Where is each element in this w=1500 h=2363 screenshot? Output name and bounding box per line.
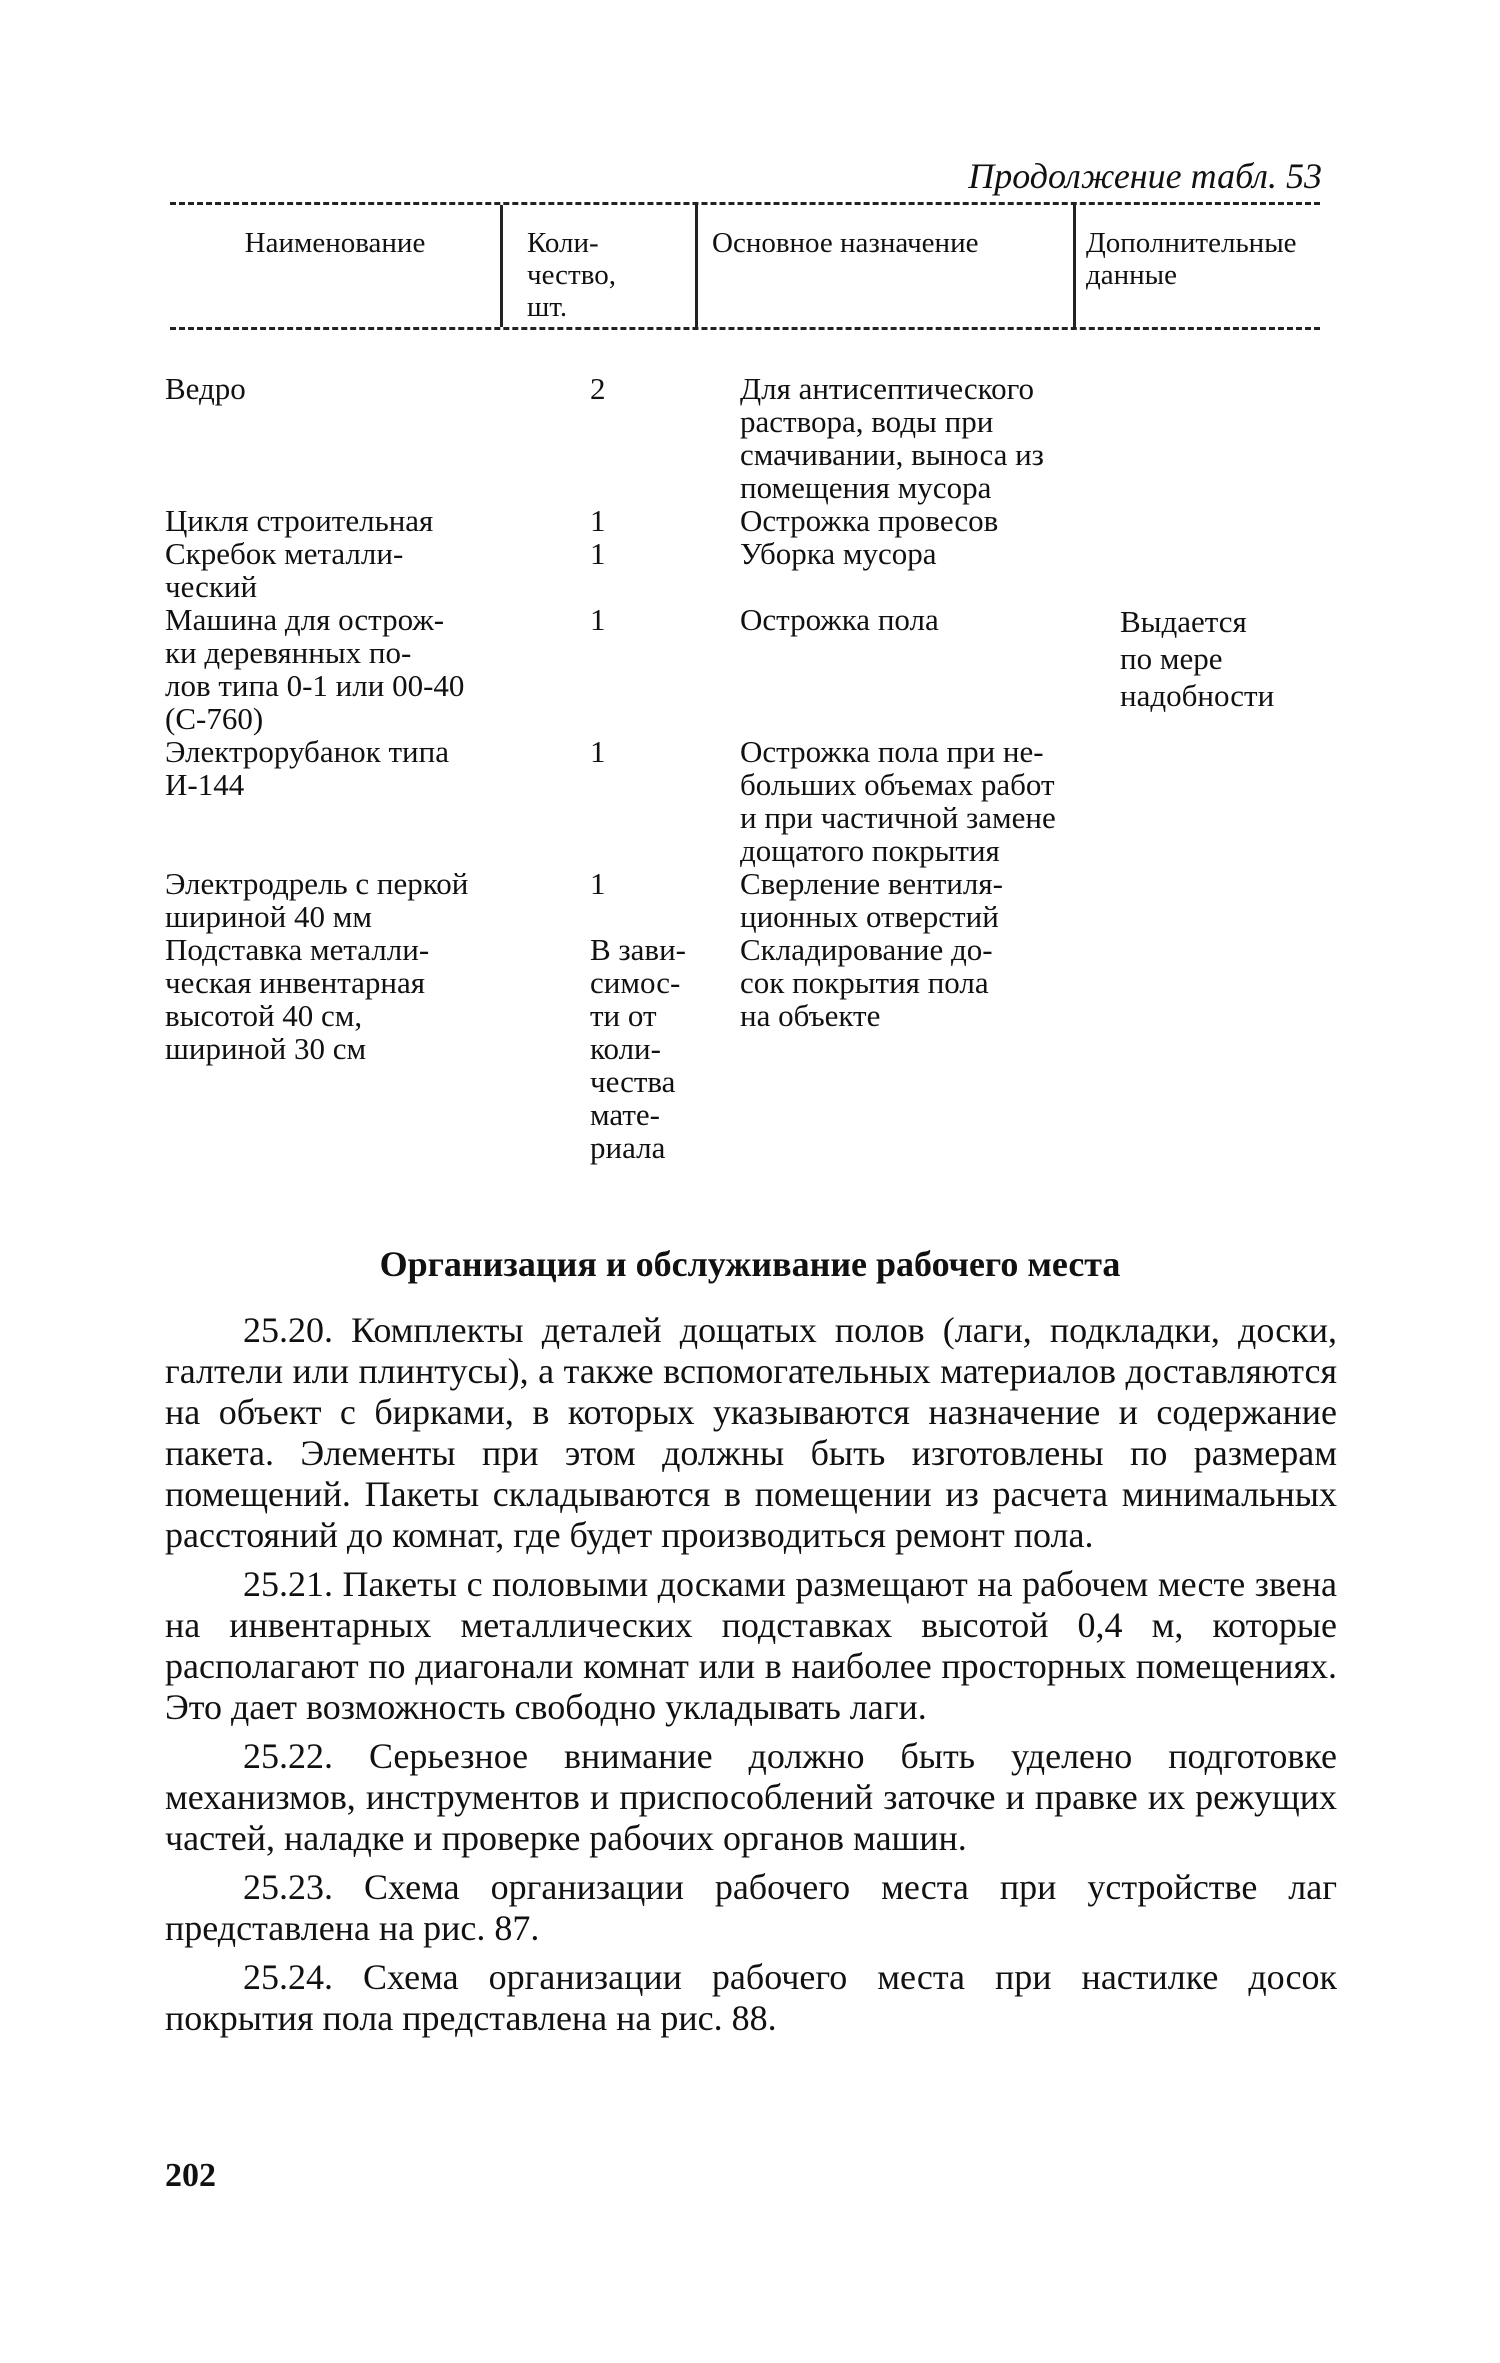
table-row bbox=[165, 603, 1325, 735]
row-purpose: Острожка пола bbox=[740, 602, 939, 637]
table-row bbox=[165, 537, 1325, 603]
table-row bbox=[165, 933, 1325, 1164]
row-name: Электрорубанок типа И-144 bbox=[165, 734, 449, 802]
paragraph-25-24: 25.24. Схема организации рабочего места при настилке досок покрытия пола представлена на рис. 88. bbox=[165, 1957, 1337, 2038]
row-purpose: Уборка мусора bbox=[740, 536, 937, 571]
row-quantity: 1 bbox=[590, 866, 606, 901]
row-quantity: 1 bbox=[590, 536, 606, 571]
table-row bbox=[165, 735, 1325, 867]
page-number: 202 bbox=[165, 2157, 216, 2194]
row-purpose: Острожка провесов bbox=[740, 503, 999, 538]
table-row bbox=[165, 867, 1325, 933]
row-quantity: 1 bbox=[590, 602, 606, 637]
row-purpose: Острожка пола при не- больших объемах работ и при частичной замене дощатого покрытия bbox=[740, 734, 1056, 868]
row-name: Скребок металли- ческий bbox=[165, 536, 404, 604]
paragraph-25-20: 25.20. Комплекты деталей дощатых полов (лаги, подкладки, доски, галтели или плинтусы), а также вспомогательных материалов доставляются на объект с бирками, в которых указываются назначение и содержание пакета. Элементы при этом должны быть изготовлены по размерам помещений. Пакеты складываются в помещении из расчета минимальных расстояний до комнат, где будет производиться ремонт пола. bbox=[165, 1310, 1337, 1555]
paragraph-25-21: 25.21. Пакеты с половыми досками размещают на рабочем месте звена на инвентарных металлических подставках высотой 0,4 м, которые располагают по диагонали комнат или в наиболее просторных помещениях. Это дает возможность свободно укладывать лаги. bbox=[165, 1564, 1337, 1727]
header-extra: Дополнительные данные bbox=[1073, 205, 1320, 327]
row-name: Подставка металли- ческая инвентарная высотой 40 см, шириной 30 см bbox=[165, 932, 430, 1066]
body-text bbox=[165, 1310, 1337, 2047]
row-purpose: Для антисептического раствора, воды при смачивании, выноса из помещения мусора bbox=[740, 371, 1044, 505]
row-quantity: 2 bbox=[590, 371, 606, 406]
table-body bbox=[165, 372, 1325, 1164]
row-name: Цикля строительная bbox=[165, 503, 434, 538]
header-quantity: Коли- чество, шт. bbox=[500, 205, 695, 327]
row-quantity: 1 bbox=[590, 503, 606, 538]
table-row bbox=[165, 372, 1325, 504]
table-header bbox=[170, 202, 1320, 330]
paragraph-25-23: 25.23. Схема организации рабочего места при устройстве лаг представлена на рис. 87. bbox=[165, 1867, 1337, 1948]
table-row bbox=[165, 504, 1325, 537]
row-purpose: Складирование до- сок покрытия пола на объекте bbox=[740, 932, 993, 1033]
row-name: Электродрель с перкой шириной 40 мм bbox=[165, 866, 469, 934]
row-quantity: 1 bbox=[590, 734, 606, 769]
row-purpose: Сверление вентиля- ционных отверстий bbox=[740, 866, 1003, 934]
paragraph-25-22: 25.22. Серьезное внимание должно быть уделено подготовке механизмов, инструментов и приспособлений заточке и правке их режущих частей, наладке и проверке рабочих органов машин. bbox=[165, 1736, 1337, 1858]
section-title: Организация и обслуживание рабочего места bbox=[379, 1244, 1121, 1284]
table-caption: Продолжение табл. 53 bbox=[968, 156, 1322, 196]
row-name: Машина для острож- ки деревянных по- лов типа 0-1 или 00-40 (С-760) bbox=[165, 602, 465, 736]
row-quantity: В зави- симос- ти от коли- чества мате- риала bbox=[590, 932, 686, 1165]
header-purpose: Основное назначение bbox=[695, 205, 1073, 327]
row-name: Ведро bbox=[165, 371, 246, 406]
row-extra: Выдается по мере надобности bbox=[1120, 604, 1275, 713]
header-name: Наименование bbox=[244, 227, 426, 259]
